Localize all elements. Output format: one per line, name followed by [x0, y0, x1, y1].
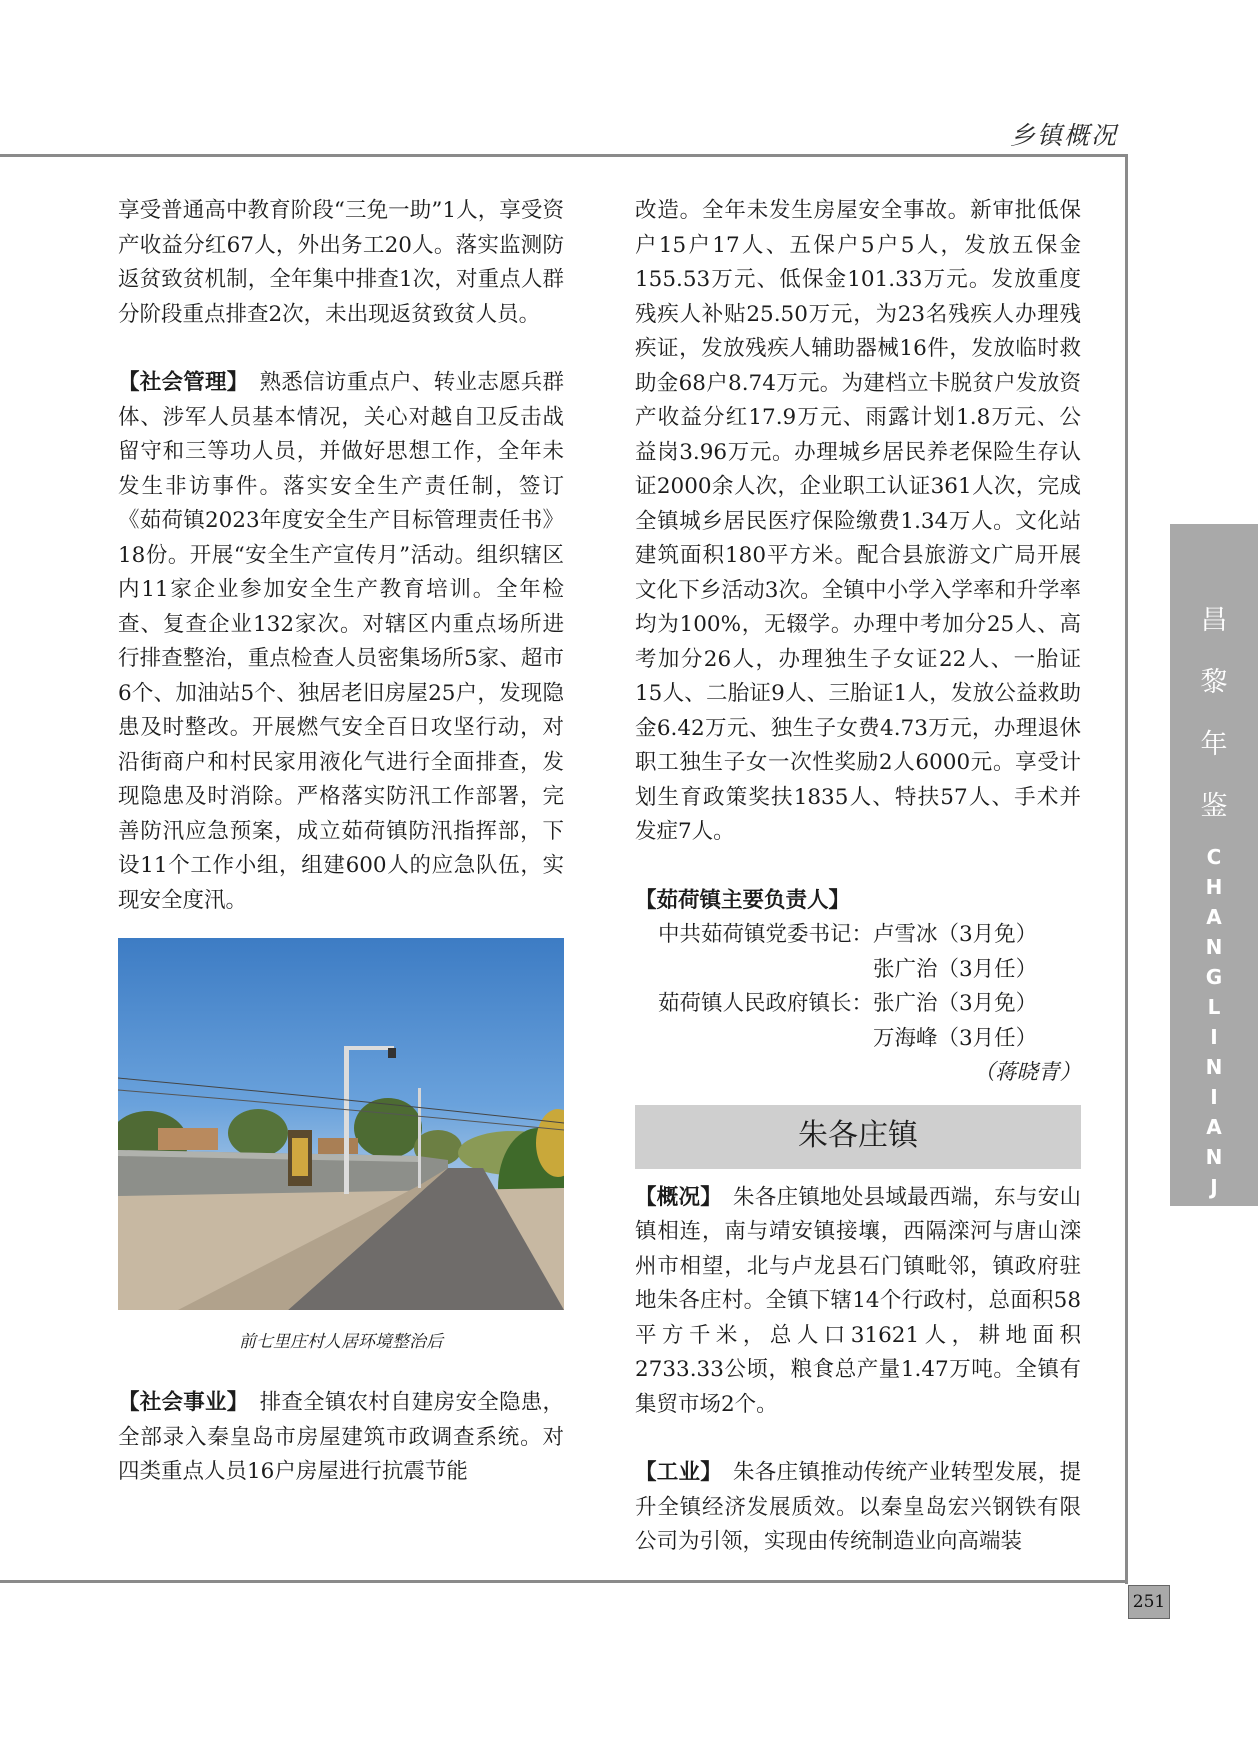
leader-row: [635, 918, 1081, 953]
industry-text: 朱各庄镇推动传统产业转型发展，提升全镇经济发展质效。以秦皇岛宏兴钢铁有限公司为引领，实现由传统制造业向高端装: [635, 1460, 1081, 1554]
side-tab-pinyin: [1170, 842, 1258, 1292]
side-en-char: A: [1206, 905, 1222, 929]
paragraph-gap: [118, 332, 564, 366]
village-photo: [118, 938, 564, 1310]
side-cn-char: 黎: [1200, 667, 1228, 698]
social-management-paragraph: [118, 366, 564, 918]
frame-right-rule: [1125, 154, 1128, 1584]
left-column: [118, 194, 564, 1490]
leaders-heading: 【茹荷镇主要负责人】: [635, 887, 851, 913]
side-en-char: N: [1205, 1265, 1223, 1289]
industry-paragraph: [635, 1456, 1081, 1560]
social-affairs-paragraph: [118, 1386, 564, 1490]
side-en-char: I: [1210, 1085, 1218, 1109]
town-section-title: 朱各庄镇: [635, 1105, 1081, 1169]
social-affairs-tag: 【社会事业】: [118, 1390, 238, 1415]
social-management-tag: 【社会管理】: [118, 370, 238, 395]
side-en-char: H: [1205, 875, 1223, 899]
civil-affairs-paragraph: 改造。全年未发生房屋安全事故。新审批低保户15户17人、五保户5户5人，发放五保金155.53万元、低保金101.33万元。发放重度残疾人补贴25.50万元，为23名残疾人办理残疾证，发放残疾人辅助器械16件，发放临时救助金68户8.74万元。为建档立卡脱贫户发放资产收益分红17.9万元、雨露计划1.8万元、公益岗3.96万元。办理城乡居民养老保险生存认证2000余人次，企业职工认证361人次，完成全镇城乡居民医疗保险缴费1.34万人。文化站建筑面积180平方米。配合县旅游文广局开展文化下乡活动3次。全镇中小学入学率和升学率均为100%，无辍学。办理中考加分25人、高考加分26人，办理独生子女证22人、一胎证15人、二胎证9人、三胎证1人，发放公益救助金6.42万元、独生子女费4.73万元，办理退休职工独生子女一次性奖励2人6000元。享受计划生育政策奖扶1835人、特扶57人、手术并发症7人。: [635, 198, 1081, 844]
page-number: 251: [1128, 1585, 1170, 1619]
side-en-char: I: [1210, 1205, 1218, 1229]
poverty-paragraph: 享受普通高中教育阶段“三免一助”1人，享受资产收益分红67人，外出务工20人。落实监测防返贫致贫机制，全年集中排查1次，对重点人群分阶段重点排查2次，未出现返贫致贫人员。: [118, 198, 564, 327]
side-en-char: G: [1205, 965, 1223, 989]
paragraph-gap: [635, 1422, 1081, 1456]
side-tab-chinese: [1170, 590, 1258, 838]
leader-name: 万海峰（3月任）: [873, 1025, 1038, 1051]
leader-name: 张广治（3月免）: [873, 991, 1038, 1016]
industry-tag: 【工业】: [635, 1460, 712, 1485]
side-en-char: C: [1206, 845, 1222, 869]
side-en-char: L: [1207, 995, 1221, 1019]
paragraph-gap: [635, 850, 1081, 884]
side-cn-char: 鉴: [1200, 791, 1228, 822]
side-en-char: J: [1210, 1175, 1218, 1199]
side-en-char: N: [1205, 1145, 1223, 1169]
overview-text: 朱各庄镇地处县域最西端，东与安山镇相连，南与靖安镇接壤，西隔滦河与唐山滦州市相望，北与卢龙县石门镇毗邻，镇政府驻地朱各庄村。全镇下辖14个行政村，总面积58平方千米，总人口31621人，耕地面积2733.33公顷，粮食总产量1.47万吨。全镇有集贸市场2个。: [635, 1184, 1081, 1417]
leader-row: [635, 1022, 1081, 1057]
leader-role: [635, 1022, 873, 1057]
side-en-char: I: [1210, 1025, 1218, 1049]
social-management-text: 熟悉信访重点户、转业志愿兵群体、涉军人员基本情况，关心对越自卫反击战留守和三等功人员，并做好思想工作，全年未发生非访事件。落实安全生产责任制，签订《茹荷镇2023年度安全生产目标管理责任书》18份。开展“安全生产宣传月”活动。组织辖区内11家企业参加安全生产教育培训。全年检查、复查企业132家次。对辖区内重点场所进行排查整治，重点检查人员密集场所5家、超市6个、加油站5个、独居老旧房屋25户，发现隐患及时整改。开展燃气安全百日攻坚行动，对沿街商户和村民家用液化气进行全面排查，发现隐患及时消除。严格落实防汛工作部署，完善防汛应急预案，成立茹荷镇防汛指挥部，下设11个工作小组，组建600人的应急队伍，实现安全度汛。: [118, 370, 564, 913]
section-header: 乡镇概况: [1010, 121, 1119, 150]
side-en-char: A: [1206, 1115, 1222, 1139]
leader-role: 中共茹荷镇党委书记：: [657, 922, 873, 947]
overview-tag: 【概况】: [635, 1184, 712, 1210]
leader-role: [635, 953, 873, 988]
photo-caption: 前七里庄村人居环境整治后: [239, 1332, 443, 1352]
author-credit: （蒋晓青）: [973, 1060, 1081, 1085]
side-en-char: N: [1205, 1055, 1223, 1079]
village-road-illustration: [118, 938, 564, 1310]
side-en-char: A: [1206, 1235, 1222, 1259]
frame-top-rule: [0, 154, 1128, 157]
leader-row: [635, 987, 1081, 1022]
side-cn-char: 年: [1200, 729, 1228, 760]
leader-name: 卢雪冰（3月免）: [873, 922, 1038, 947]
leader-role: 茹荷镇人民政府镇长：: [657, 991, 873, 1016]
social-affairs-text: 排查全镇农村自建房安全隐患，全部录入秦皇岛市房屋建筑市政调查系统。对四类重点人员16户房屋进行抗震节能: [118, 1390, 564, 1484]
right-column: [635, 194, 1081, 1560]
leader-row: [635, 953, 1081, 988]
side-en-char: N: [1205, 935, 1223, 959]
leaders-list: [635, 918, 1081, 1056]
yearbook-side-tab: [1170, 524, 1258, 1289]
overview-paragraph: [635, 1181, 1081, 1423]
side-cn-char: 昌: [1200, 605, 1228, 636]
frame-bottom-rule: [0, 1580, 1128, 1583]
leader-name: 张广治（3月任）: [873, 956, 1038, 982]
